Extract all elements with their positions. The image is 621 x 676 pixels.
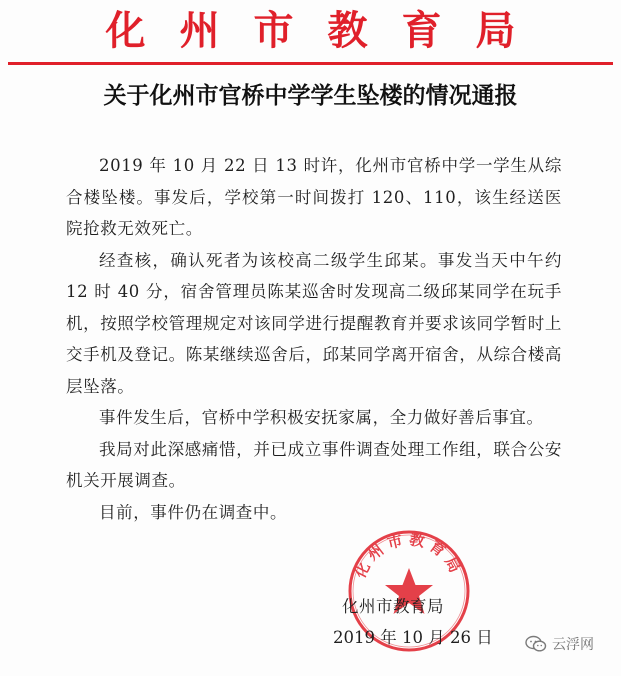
paragraph-4: 我局对此深感痛惜，并已成立事件调查处理工作组，联合公安机关开展调查。 — [66, 439, 562, 490]
document-body — [66, 150, 562, 528]
paragraph-3: 事件发生后，官桥中学积极安抚家属，全力做好善后事宜。 — [99, 408, 544, 427]
wechat-icon — [525, 635, 547, 653]
source-watermark — [525, 632, 594, 656]
watermark-label: 云浮网 — [552, 637, 594, 653]
document-title: 关于化州市官桥中学学生坠楼的情况通报 — [103, 83, 518, 109]
paragraph-2: 经查核，确认死者为该校高二级学生邱某。事发当天中午约 12 时 40 分，宿舍管理员陈某巡舍时发现高二级邱某同学在玩手机，按照学校管理规定对该同学进行提醒教育并要求该同学暂时上交手机及登记。陈某继续巡舍后，邱某同学离开宿舍，从综合楼高层坠落。 — [66, 250, 562, 396]
signature-date: 2019 年 10 月 26 日 — [333, 628, 493, 647]
paragraph-5: 目前，事件仍在调查中。 — [99, 502, 288, 522]
seal-text: 化州市教育局 — [350, 530, 467, 581]
letterhead-red-rule — [8, 62, 613, 65]
letterhead-title: 化州市教育局 — [105, 7, 550, 54]
paragraph-1: 2019 年 10 月 22 日 13 时许，化州市官桥中学一学生从综合楼坠楼。事发后，学校第一时间拨打 120、110，该生经送医院抢救无效死亡。 — [66, 156, 562, 238]
signature-organization: 化州市教育局 — [342, 597, 444, 616]
